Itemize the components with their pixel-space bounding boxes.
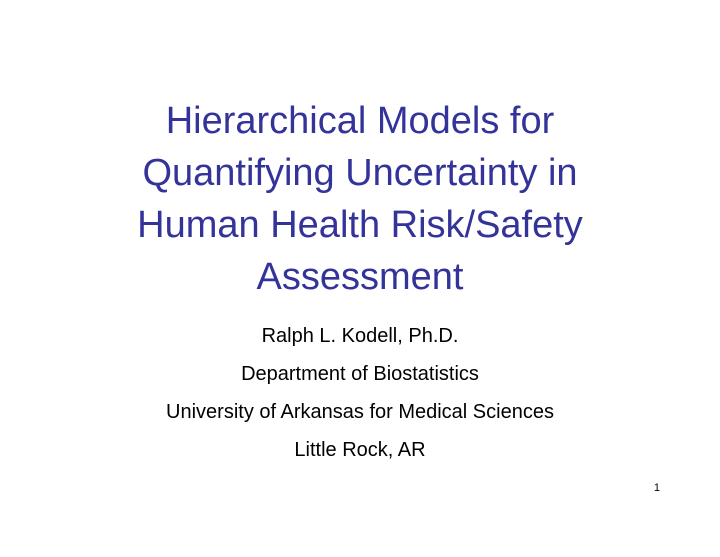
location: Little Rock, AR [294,439,426,461]
title-line-1: Hierarchical Models for [165,100,555,142]
page-number: 1 [653,482,660,494]
author-block [60,317,660,469]
title-line-4: Assessment [256,256,464,298]
department-name: Department of Biostatistics [241,363,479,385]
title-line-3: Human Health Risk/Safety [137,204,583,246]
title-line-2: Quantifying Uncertainty in [142,152,578,194]
author-name: Ralph L. Kodell, Ph.D. [261,325,459,347]
slide-title [60,95,660,303]
institution-name: University of Arkansas for Medical Sciences [166,401,554,423]
